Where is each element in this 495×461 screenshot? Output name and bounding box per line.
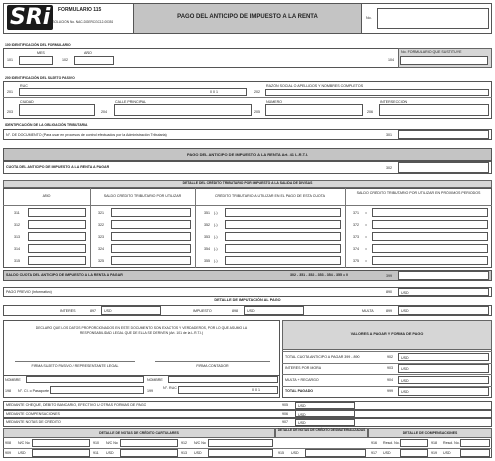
- saldo-formula: 302 - 351 - 352 - 353 - 354 - 355 = 0: [290, 273, 349, 277]
- multa-usd: USD: [401, 309, 409, 313]
- nc-label: N/C No: [106, 441, 118, 445]
- payment-usd: USD: [401, 390, 409, 394]
- code-204: 204: [101, 110, 107, 114]
- code-302: 302: [386, 166, 392, 170]
- credit-col-divider: [195, 188, 196, 268]
- numero-label: NÚMERO: [266, 100, 282, 104]
- usd-label: USD: [194, 451, 202, 455]
- code-355: 355: [204, 259, 210, 263]
- code-908: 908: [5, 441, 11, 445]
- code-897: 897: [90, 309, 96, 313]
- equals-sign: =: [365, 211, 368, 215]
- payment-usd: USD: [401, 367, 409, 371]
- code-351: 351: [204, 211, 210, 215]
- interes-field[interactable]: [101, 306, 161, 315]
- col-proximos: SALDO CRÉDITO TRIBUTARIO POR UTILIZAR EN PRÓXIMOS PERIODOS: [356, 191, 481, 195]
- resol-field-918[interactable]: [460, 439, 490, 447]
- code-102: 102: [62, 58, 68, 62]
- credit-col-divider: [345, 188, 346, 268]
- declaration-text-1: DECLARO QUE LOS DATOS PROPORCIONADOS EN ESTE DOCUMENTO SON EXACTOS Y VERDADEROS, POR LO QUE ASUMO LA: [35, 326, 248, 330]
- payment-code: 902: [387, 354, 393, 359]
- razon-field[interactable]: [265, 89, 489, 96]
- code-199: 199: [147, 389, 153, 393]
- credit-saldo-field[interactable]: [111, 256, 191, 265]
- payment-method-row: [3, 410, 492, 419]
- equals-sign: =: [365, 235, 368, 239]
- payment-value-field[interactable]: [398, 376, 489, 385]
- usd-field-913[interactable]: [208, 449, 273, 457]
- resol-label: Resol. No.: [383, 441, 400, 445]
- mes-field[interactable]: [19, 56, 53, 65]
- code-375: 375: [353, 259, 359, 263]
- code-913: 913: [181, 451, 187, 455]
- code-919: 919: [431, 451, 437, 455]
- payment-label: TOTAL CUOTA ANTICIPO A PAGAR 399 - 890: [285, 354, 360, 359]
- code-101: 101: [7, 58, 13, 62]
- code-916: 916: [371, 441, 377, 445]
- credit-utilizar-field[interactable]: [225, 232, 341, 241]
- calle-label: CALLE PRINCIPAL: [115, 100, 147, 104]
- credit-year-field[interactable]: [28, 256, 86, 265]
- page-title: PAGO DEL ANTICIPO DE IMPUESTO A LA RENTA: [177, 14, 318, 20]
- credit-utilizar-field[interactable]: [225, 256, 341, 265]
- resol-field-916[interactable]: [400, 439, 428, 447]
- advance-title: PAGO DEL ANTICIPO DE IMPUESTO A LA RENTA Art. 41 L.R.T.I.: [186, 152, 309, 157]
- signature-line-accountant: [155, 361, 270, 362]
- method-label: MEDIANTE COMPENSACIONES: [6, 411, 60, 416]
- method-code: 906: [282, 411, 288, 416]
- declaration-text-2: RESPONSABILIDAD LEGAL QUE DE ELLA SE DERIVEN (Art. 101 de la L.R.T.I.): [79, 331, 204, 335]
- credit-utilizar-field[interactable]: [225, 220, 341, 229]
- nc-field-908[interactable]: [32, 439, 90, 447]
- prev-field[interactable]: [398, 288, 489, 296]
- desmat-title: DETALLE DE NOTAS DE CRÉDITO DESMATERIALIZADAS: [277, 428, 366, 432]
- payment-title: VALORES A PAGAR Y FORMA DE PAGO: [350, 332, 424, 336]
- payment-method-row: [3, 418, 492, 427]
- compens-title: DETALLE DE COMPENSACIONES: [402, 431, 458, 435]
- code-314: 314: [14, 247, 20, 251]
- prev-usd: USD: [401, 291, 409, 295]
- code-201: 201: [7, 90, 13, 94]
- minus-sign: (-): [214, 247, 218, 251]
- code-311: 311: [14, 211, 20, 215]
- code-321: 321: [98, 211, 104, 215]
- usd-field-917[interactable]: [400, 449, 428, 457]
- usd-label: USD: [291, 451, 299, 455]
- ciudad-label: CIUDAD: [20, 100, 34, 104]
- code-325: 325: [98, 259, 104, 263]
- code-324: 324: [98, 247, 104, 251]
- code-205: 205: [254, 110, 260, 114]
- imputation-title: DETALLE DE IMPUTACIÓN AL PAGO: [214, 298, 281, 302]
- code-918: 918: [431, 441, 437, 445]
- ruc-label: RUC: [20, 84, 28, 88]
- code-910: 910: [93, 441, 99, 445]
- cuota-label: CUOTA DEL ANTICIPO DE IMPUESTO A LA RENTA A PAGAR: [6, 165, 110, 169]
- credit-year-field[interactable]: [28, 220, 86, 229]
- method-label: MEDIANTE NOTAS DE CRÉDITO: [6, 420, 61, 425]
- usd-label: USD: [443, 451, 451, 455]
- cartular-title: DETALLE DE NOTAS DE CRÉDITO CARTULARES: [99, 431, 179, 435]
- method-code: 907: [282, 420, 288, 425]
- impuesto-usd: USD: [247, 309, 255, 313]
- nombre-label-2: NOMBRE: [147, 378, 163, 382]
- form-number: FORMULARIO 115: [58, 7, 102, 13]
- code-323: 323: [98, 235, 104, 239]
- credit-proximos-field[interactable]: [372, 232, 488, 241]
- payment-label: INTERÉS POR MORA: [285, 366, 322, 370]
- signature-line-subject: [15, 361, 135, 362]
- nc-field-912[interactable]: [208, 439, 273, 447]
- equals-sign: =: [365, 223, 368, 227]
- nombre-field-2[interactable]: [168, 376, 278, 383]
- firma-sujeto-label: FIRMA SUJETO PASIVO / REPRESENTANTE LEGAL: [31, 364, 119, 368]
- payment-code: 903: [387, 366, 393, 370]
- credit-utilizar-field[interactable]: [225, 208, 341, 217]
- form-id-section: 100 IDENTIFICACIÓN DEL FORMULARIO: [5, 43, 71, 47]
- credit-proximos-field[interactable]: [372, 220, 488, 229]
- minus-sign: (-): [214, 235, 218, 239]
- credit-year-field[interactable]: [28, 232, 86, 241]
- interseccion-field[interactable]: [379, 104, 489, 116]
- credit-saldo-field[interactable]: [111, 208, 191, 217]
- interes-usd: USD: [104, 309, 112, 313]
- ano-field[interactable]: [74, 56, 114, 65]
- method-usd: USD: [298, 412, 306, 417]
- col-saldo: SALDO CRÉDITO TRIBUTARIO POR UTILIZAR: [103, 194, 182, 198]
- credit-proximos-field[interactable]: [372, 244, 488, 253]
- credit-saldo-field[interactable]: [111, 244, 191, 253]
- code-301: 301: [386, 133, 392, 137]
- col-utilizar: CRÉDITO TRIBUTARIO A UTILIZAR EN EL PAGO DE ESTA CUOTA: [214, 194, 326, 198]
- code-899: 899: [386, 309, 392, 313]
- code-198: 198: [5, 389, 11, 393]
- replaces-label: No. FORMULARIO QUE SUSTITUYE: [401, 50, 462, 54]
- credit-proximos-field[interactable]: [372, 256, 488, 265]
- ruc-suffix: 0 0 1: [210, 90, 218, 94]
- no-label: No.: [366, 16, 372, 20]
- usd-label: USD: [18, 451, 26, 455]
- equals-sign: =: [365, 259, 368, 263]
- payment-value-field[interactable]: [398, 353, 489, 362]
- ano-label: AÑO: [84, 51, 92, 55]
- code-399: 399: [386, 274, 392, 278]
- saldo-field[interactable]: [398, 271, 489, 280]
- code-915: 915: [278, 451, 284, 455]
- resol-label: Resol. No.: [443, 441, 460, 445]
- mes-label: MES: [37, 51, 45, 55]
- usd-label: USD: [106, 451, 114, 455]
- payment-value-field[interactable]: [398, 364, 489, 373]
- code-202: 202: [254, 90, 260, 94]
- usd-field-911[interactable]: [120, 449, 178, 457]
- sri-logo: SRi: [7, 6, 53, 30]
- obligation-doc-label: N°. DE DOCUMENTO (Para usar en procesos de control efectuados por la Administración Tributaria): [6, 133, 167, 137]
- payment-label: TOTAL PAGADO: [285, 389, 314, 393]
- code-373: 373: [353, 235, 359, 239]
- calle-field[interactable]: [114, 104, 252, 116]
- method-value-field[interactable]: [295, 419, 355, 426]
- method-usd: USD: [298, 404, 306, 409]
- code-898: 898: [232, 309, 238, 313]
- form-no-field[interactable]: [377, 8, 489, 29]
- resolution-text: RESOLUCIÓN No. NAC-DGERCGC12-00351: [48, 20, 114, 24]
- ci-field[interactable]: [50, 386, 144, 394]
- col-ano: AÑO: [42, 194, 51, 198]
- nc-label: N/C No: [194, 441, 206, 445]
- credit-saldo-field[interactable]: [111, 220, 191, 229]
- multa-label: MULTA: [362, 309, 374, 313]
- code-372: 372: [353, 223, 359, 227]
- code-104: 104: [388, 58, 394, 62]
- code-911: 911: [93, 451, 99, 455]
- code-917: 917: [371, 451, 377, 455]
- code-313: 313: [14, 235, 20, 239]
- payment-usd: USD: [401, 378, 409, 383]
- nombre-field-1[interactable]: [26, 376, 144, 383]
- payment-code: 999: [387, 389, 393, 393]
- nombre-label-1: NOMBRE: [5, 378, 21, 382]
- credit-saldo-field[interactable]: [111, 232, 191, 241]
- usd-field-909[interactable]: [32, 449, 90, 457]
- contador-ruc-field[interactable]: [178, 386, 278, 394]
- usd-field-915[interactable]: [305, 449, 366, 457]
- subject-section: 200 IDENTIFICACIÓN DEL SUJETO PASIVO: [5, 76, 75, 80]
- code-312: 312: [14, 223, 20, 227]
- credit-title: DETALLE DEL CRÉDITO TRIBUTARIO POR IMPUESTO A LA SALIDA DE DIVISAS: [182, 181, 313, 185]
- minus-sign: (-): [214, 259, 218, 263]
- impuesto-label: IMPUESTO: [193, 309, 212, 313]
- method-value-field[interactable]: [295, 410, 355, 417]
- razon-label: RAZÓN SOCIAL O APELLIDOS Y NOMBRES COMPLETOS: [266, 84, 364, 88]
- credit-proximos-field[interactable]: [372, 208, 488, 217]
- numero-field[interactable]: [265, 104, 363, 116]
- code-322: 322: [98, 223, 104, 227]
- ciudad-field[interactable]: [19, 104, 95, 116]
- credit-year-field[interactable]: [28, 208, 86, 217]
- code-909: 909: [5, 451, 11, 455]
- saldo-label: SALDO CUOTA DEL ANTICIPO DE IMPUESTO A LA RENTA A PAGAR: [6, 273, 123, 277]
- code-912: 912: [181, 441, 187, 445]
- code-374: 374: [353, 247, 359, 251]
- ci-label: N°. CI. o Pasaporte: [18, 389, 49, 393]
- payment-label: MULTA + RECARGO: [285, 377, 319, 382]
- code-890: 890: [386, 290, 392, 294]
- method-label: MEDIANTE CHEQUE, DÉBITO BANCARIO, EFECTIVO U OTRAS FORMAS DE PAGO: [6, 403, 147, 408]
- payment-value-field[interactable]: [398, 387, 489, 396]
- no-ruc-label: N°. RUC: [163, 386, 177, 390]
- credit-utilizar-field[interactable]: [225, 244, 341, 253]
- code-354: 354: [204, 247, 210, 251]
- firma-contador-label: FIRMA CONTADOR: [196, 364, 229, 368]
- payment-usd: USD: [401, 355, 409, 360]
- code-203: 203: [7, 110, 13, 114]
- method-value-field[interactable]: [295, 402, 355, 409]
- method-code: 905: [282, 403, 288, 408]
- code-352: 352: [204, 223, 210, 227]
- code-371: 371: [353, 211, 359, 215]
- obligation-section: IDENTIFICACIÓN DE LA OBLIGACIÓN TRIBUTARIA: [5, 123, 88, 127]
- minus-sign: (-): [214, 223, 218, 227]
- code-206: 206: [367, 110, 373, 114]
- doc-number-field[interactable]: [398, 130, 489, 139]
- replaces-field[interactable]: [400, 56, 488, 65]
- credit-year-field[interactable]: [28, 244, 86, 253]
- equals-sign: =: [365, 247, 368, 251]
- impuesto-field[interactable]: [244, 306, 304, 315]
- prev-label: PAGO PREVIO (Informativo): [6, 290, 52, 294]
- nc-label: N/C No: [18, 441, 30, 445]
- credit-col-divider: [90, 188, 91, 268]
- contador-ruc-suffix: 0 0 1: [252, 388, 260, 392]
- multa-field[interactable]: [398, 306, 489, 315]
- minus-sign: (-): [214, 211, 218, 215]
- code-315: 315: [14, 259, 20, 263]
- usd-label: USD: [383, 451, 391, 455]
- interseccion-label: INTERSECCIÓN: [380, 100, 408, 104]
- usd-field-919[interactable]: [460, 449, 490, 457]
- interes-label: INTERÉS: [60, 309, 76, 313]
- credit-header-divider: [3, 205, 492, 206]
- code-353: 353: [204, 235, 210, 239]
- cuota-field[interactable]: [398, 162, 489, 173]
- nc-field-910[interactable]: [120, 439, 178, 447]
- payment-code: 904: [387, 377, 393, 382]
- method-usd: USD: [298, 421, 306, 426]
- subject-divider: [3, 97, 492, 98]
